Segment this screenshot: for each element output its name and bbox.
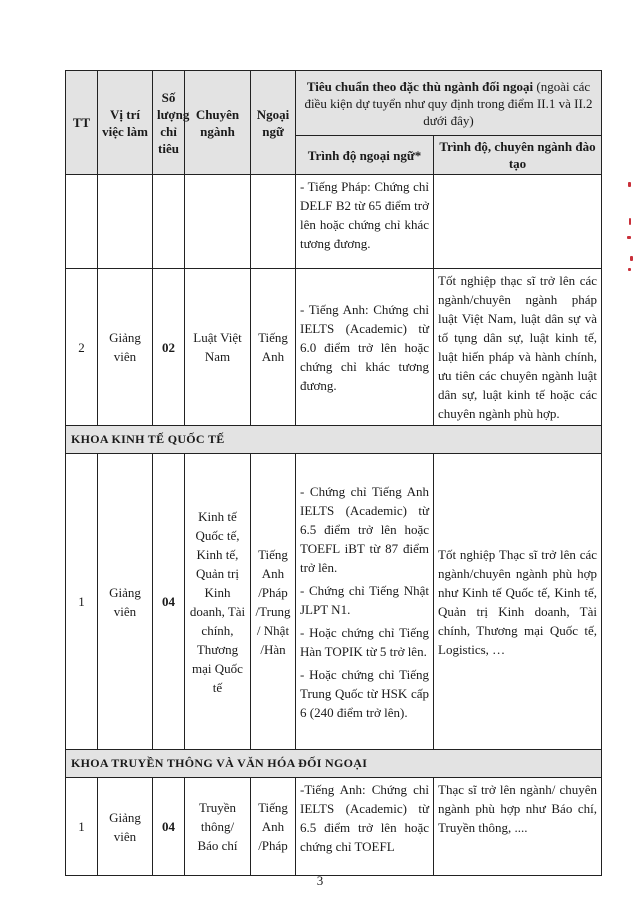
cell-empty <box>153 175 185 269</box>
stamp-mark <box>628 268 631 271</box>
cell-major: Kinh tế Quốc tế, Kinh tế, Quản trị Kinh doanh, Tài chính, Thương mại Quốc tế <box>185 454 251 750</box>
page-number: 3 <box>316 873 324 888</box>
col-header-criteria <box>296 71 602 136</box>
cell-empty <box>66 175 98 269</box>
cell-lang-req <box>296 454 434 750</box>
cell-training: Thạc sĩ trở lên ngành/ chuyên ngành phù hợp như Báo chí, Truyền thông, .... <box>434 778 602 876</box>
table-row-economics <box>66 454 602 750</box>
criteria-title: Tiêu chuẩn theo đặc thù ngành đối ngoại <box>306 78 534 94</box>
cell-lang-req: - Tiếng Anh: Chứng chỉ IELTS (Academic) từ 6.0 điểm trở lên hoặc chứng chỉ khác tương đương. <box>296 269 434 426</box>
stamp-mark <box>628 182 631 187</box>
cell-tt: 2 <box>66 269 98 426</box>
table-row-media <box>66 778 602 876</box>
stamp-mark <box>627 236 631 239</box>
recruitment-table <box>65 70 602 876</box>
col-header-position: Vị trí việc làm <box>98 71 153 175</box>
col-header-tt: TT <box>66 71 98 175</box>
table-row-law <box>66 269 602 426</box>
cell-quota: 04 <box>153 454 185 750</box>
cell-tt: 1 <box>66 778 98 876</box>
lang-req-item: - Hoặc chứng chỉ Tiếng Hàn TOPIK từ 5 trở lên. <box>300 624 429 659</box>
cell-major: Luật Việt Nam <box>185 269 251 426</box>
cell-lang-req: -Tiếng Anh: Chứng chỉ IELTS (Academic) từ 6.5 điểm trở lên hoặc chứng chỉ TOEFL <box>296 778 434 876</box>
section-row-media <box>66 750 602 778</box>
cell-training: Tốt nghiệp thạc sĩ trở lên các ngành/chuyên ngành pháp luật Việt Nam, luật dân sự và tố tụng dân sự, luật kinh tế, luật hiến pháp và hành chính, ưu tiên các chuyên ngành luật dân sự, luật kinh tế hoặc các chuyên ngành phù hợp. <box>434 269 602 426</box>
section-row-economics <box>66 426 602 454</box>
col-header-language: Ngoại ngữ <box>251 71 296 175</box>
section-title-media: KHOA TRUYỀN THÔNG VÀ VĂN HÓA ĐỐI NGOẠI <box>66 750 602 778</box>
cell-empty <box>434 175 602 269</box>
section-title-economics: KHOA KINH TẾ QUỐC TẾ <box>66 426 602 454</box>
cell-quota: 02 <box>153 269 185 426</box>
lang-req-item: - Hoặc chứng chỉ Tiếng Trung Quốc từ HSK cấp 6 (240 điểm trở lên). <box>300 666 429 720</box>
cell-language: Tiếng Anh <box>251 269 296 426</box>
table-row-continued <box>66 175 602 269</box>
cell-major: Truyền thông/ Báo chí <box>185 778 251 876</box>
col-header-training: Trình độ, chuyên ngành đào tạo <box>434 136 602 175</box>
lang-req-item: - Chứng chỉ Tiếng Anh IELTS (Academic) từ 6.5 điểm trở lên hoặc TOEFL iBT từ 87 điểm trở lên. <box>300 483 429 575</box>
cell-quota: 04 <box>153 778 185 876</box>
recruitment-table-wrapper <box>65 70 602 876</box>
cell-training: Tốt nghiệp Thạc sĩ trở lên các ngành/chuyên ngành phù hợp như Kinh tế Quốc tế, Kinh tế, Quản trị Kinh doanh, Tài chính, Thương mại Quốc tế, Logistics, … <box>434 454 602 750</box>
col-header-lang-level: Trình độ ngoại ngữ* <box>296 136 434 175</box>
header-row-1 <box>66 71 602 136</box>
cell-empty <box>98 175 153 269</box>
col-header-quota: Số lượng chỉ tiêu <box>153 71 185 175</box>
cell-tt: 1 <box>66 454 98 750</box>
cell-position: Giảng viên <box>98 454 153 750</box>
cell-position: Giảng viên <box>98 269 153 426</box>
cell-empty <box>251 175 296 269</box>
cell-language: Tiếng Anh /Pháp <box>251 778 296 876</box>
cell-empty <box>185 175 251 269</box>
stamp-mark <box>630 256 633 261</box>
cell-lang-req: - Tiếng Pháp: Chứng chỉ DELF B2 từ 65 điểm trở lên hoặc chứng chỉ khác tương đương. <box>296 175 434 269</box>
col-header-major: Chuyên ngành <box>185 71 251 175</box>
lang-req-item: - Chứng chỉ Tiếng Nhật JLPT N1. <box>300 582 429 617</box>
cell-position: Giảng viên <box>98 778 153 876</box>
stamp-mark <box>629 218 631 225</box>
criteria-note: (ngoài các điều kiện dự tuyển như quy định trong điểm II.1 và II.2 dưới đây) <box>304 78 593 128</box>
cell-language: Tiếng Anh /Pháp /Trung / Nhật /Hàn <box>251 454 296 750</box>
